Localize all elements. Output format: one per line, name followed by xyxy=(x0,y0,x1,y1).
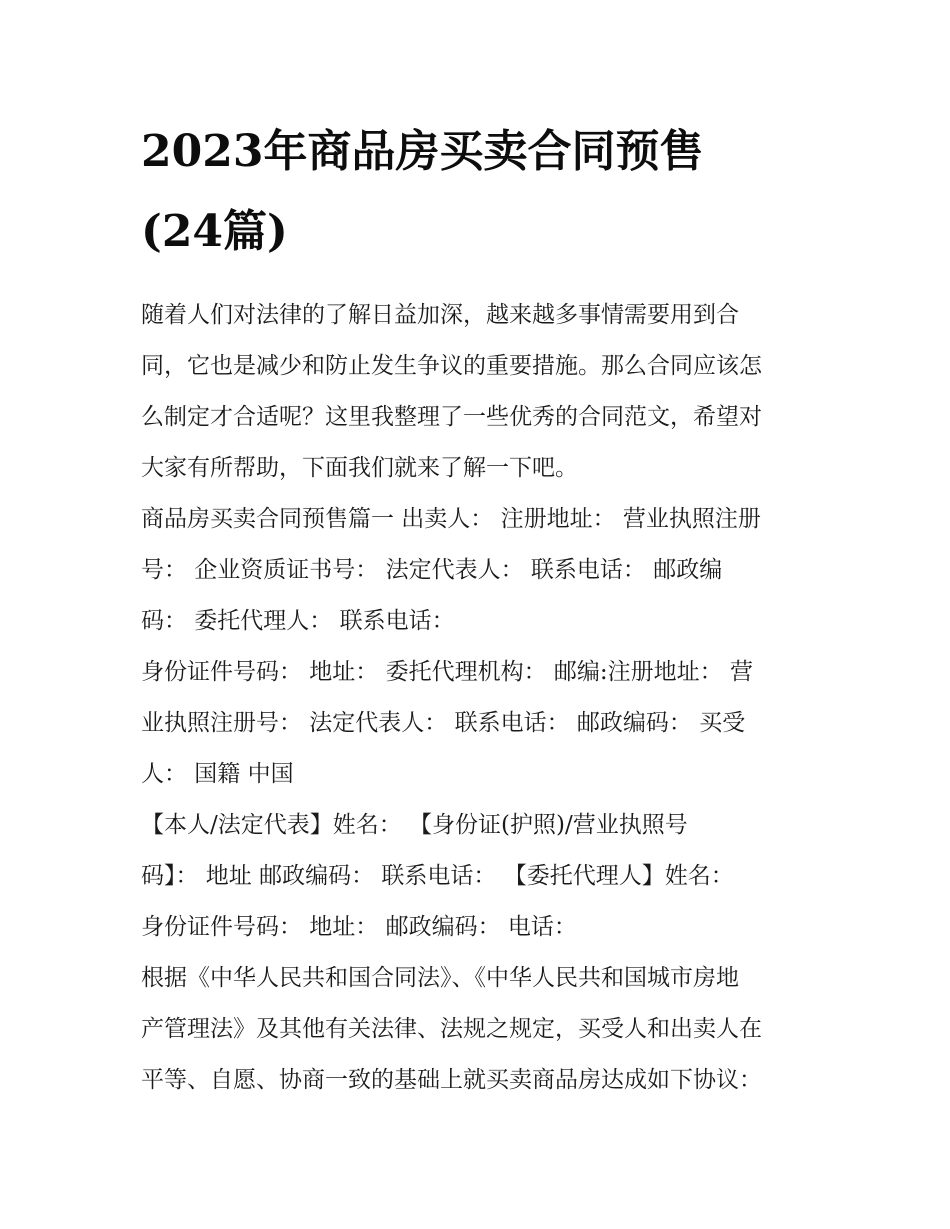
text-line: 身份证件号码： 地址： 邮政编码： 电话： xyxy=(141,914,577,940)
text-line: 平等、自愿、协商一致的基础上就买卖商品房达成如下协议： xyxy=(141,1067,762,1093)
text-line: 人： 国籍 中国 xyxy=(141,761,294,787)
seller-info-paragraph xyxy=(141,494,821,647)
title-line: (24篇) xyxy=(141,206,288,257)
document-body xyxy=(141,112,821,1106)
intro-paragraph xyxy=(141,290,821,494)
title-line: 2023年商品房买卖合同预售 xyxy=(141,126,704,177)
text-line: 号： 企业资质证书号： 法定代表人： 联系电话： 邮政编 xyxy=(141,557,723,583)
text-line: 同，它也是减少和防止发生争议的重要措施。那么合同应该怎 xyxy=(141,353,762,379)
text-line: 根据《中华人民共和国合同法》、《中华人民共和国城市房地 xyxy=(141,965,739,991)
text-line: 【本人/法定代表】姓名： 【身份证(护照)/营业执照号 xyxy=(141,812,688,838)
document-title xyxy=(141,112,821,272)
buyer-info-paragraph xyxy=(141,800,821,953)
text-line: 码】： 地址 邮政编码： 联系电话： 【委托代理人】姓名： xyxy=(141,863,734,889)
text-line: 身份证件号码： 地址： 委托代理机构： 邮编:注册地址： 营 xyxy=(141,659,753,685)
text-line: 商品房买卖合同预售篇一 出卖人： 注册地址： 营业执照注册 xyxy=(141,506,761,532)
text-line: 产管理法》及其他有关法律、法规之规定，买受人和出卖人在 xyxy=(141,1016,762,1042)
text-line: 大家有所帮助，下面我们就来了解一下吧。 xyxy=(141,455,578,481)
text-line: 业执照注册号： 法定代表人： 联系电话： 邮政编码： 买受 xyxy=(141,710,746,736)
legal-basis-paragraph xyxy=(141,953,821,1106)
agent-info-paragraph xyxy=(141,647,821,800)
text-line: 么制定才合适呢？这里我整理了一些优秀的合同范文，希望对 xyxy=(141,404,762,430)
text-line: 码： 委托代理人： 联系电话： xyxy=(141,608,455,634)
text-line: 随着人们对法律的了解日益加深，越来越多事情需要用到合 xyxy=(141,302,739,328)
